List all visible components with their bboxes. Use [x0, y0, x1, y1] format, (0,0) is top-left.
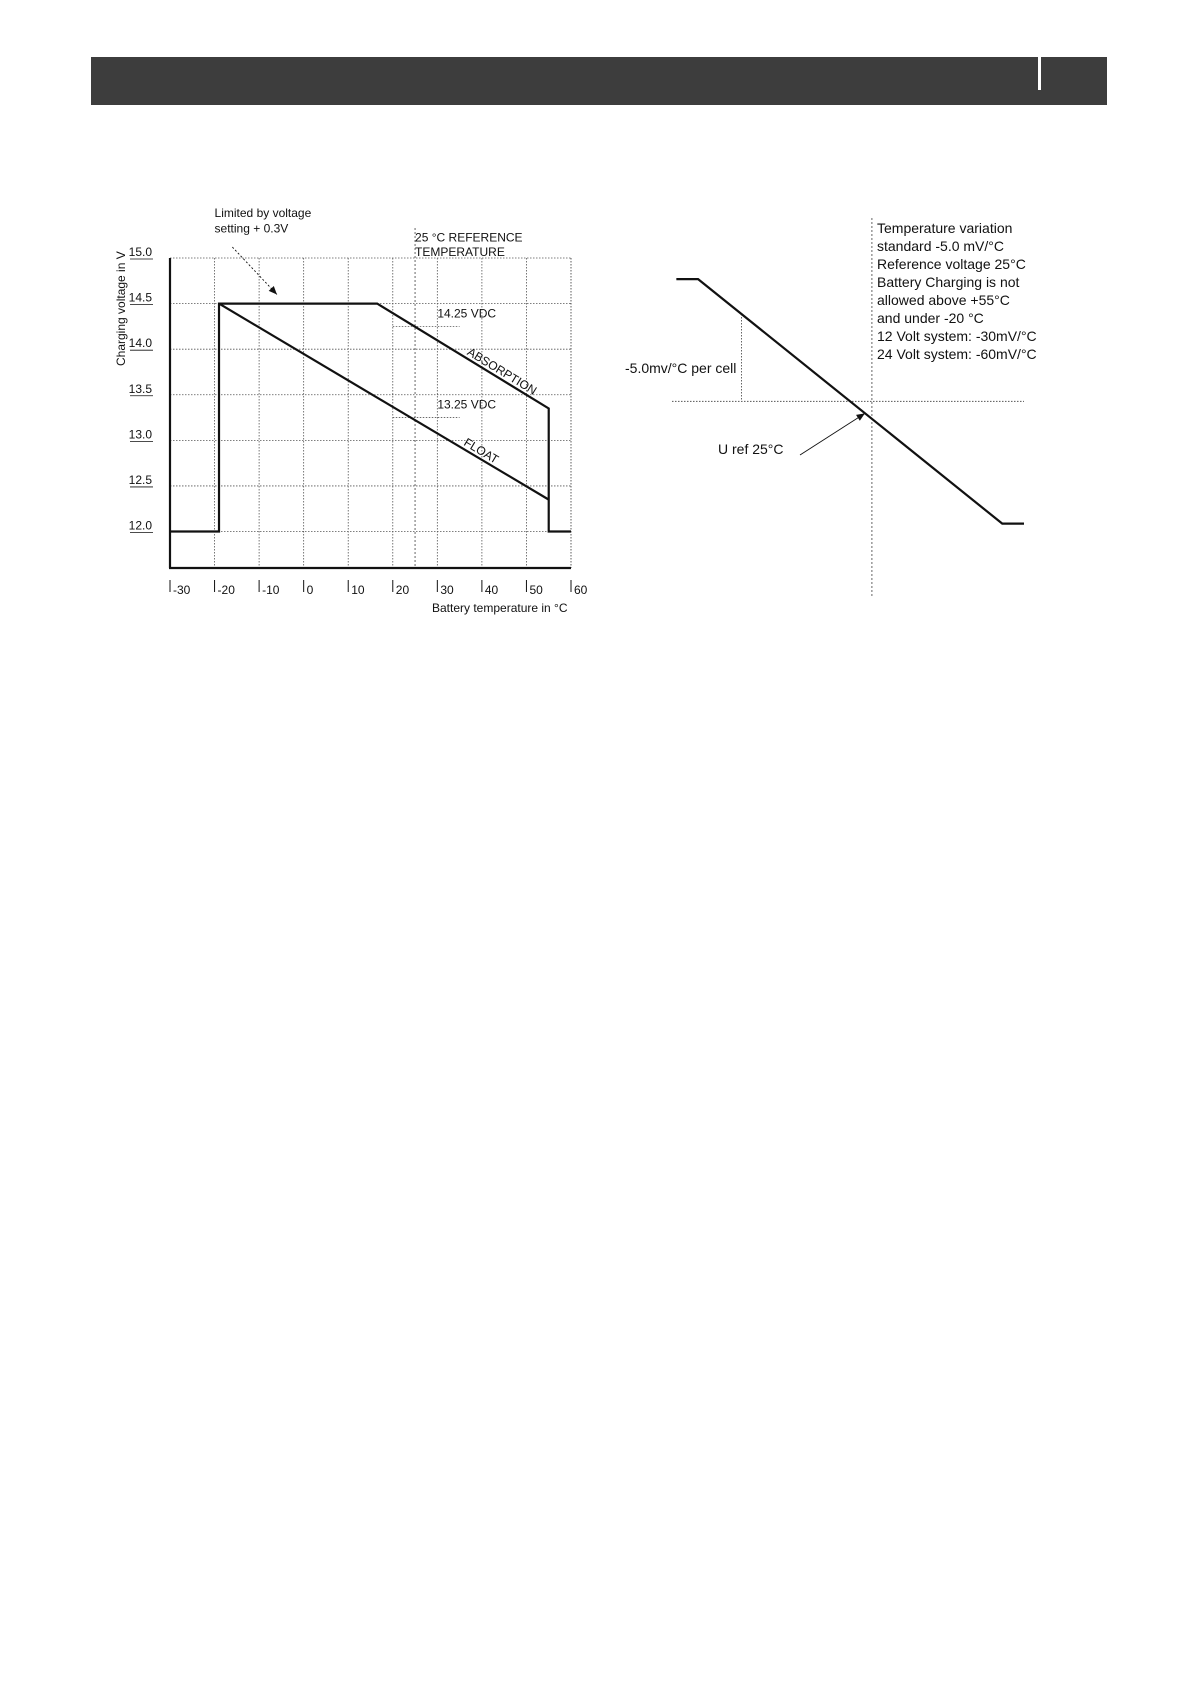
x-tick-label: 10: [351, 583, 365, 597]
y-tick-label: 12.5: [128, 472, 152, 487]
y-tick-label: 13.5: [128, 381, 152, 396]
slope-label: -5.0mv/°C per cell: [625, 360, 737, 376]
x-tick-label: 0: [306, 583, 314, 597]
series-label-absorption: ABSORPTION: [464, 344, 540, 398]
chart-annotation: 14.25 VDC: [437, 306, 497, 321]
y-axis-label: Charging voltage in V: [114, 251, 128, 366]
reference-label: U ref 25°C: [718, 441, 784, 457]
series-label-float: FLOAT: [461, 435, 502, 467]
x-tick-label: 20: [395, 583, 410, 597]
y-tick-label: 15.0: [128, 245, 152, 259]
x-tick-label: 40: [484, 583, 499, 597]
x-tick-label: -30: [173, 583, 191, 597]
note-line: Battery Charging is not: [877, 274, 1020, 290]
x-tick-label: 50: [529, 583, 543, 597]
x-tick-label: -20: [217, 583, 235, 597]
x-tick-label: 30: [440, 583, 454, 597]
x-axis-label: Battery temperature in °C: [432, 601, 568, 615]
note-line: standard -5.0 mV/°C: [877, 238, 1004, 254]
y-tick-label: 14.0: [128, 336, 152, 351]
note-line: allowed above +55°C: [877, 292, 1010, 308]
note-line: 24 Volt system: -60mV/°C: [877, 346, 1037, 362]
x-tick-label: -10: [262, 583, 280, 597]
annotation-arrow-head: [269, 286, 277, 294]
chart-annotation: 13.25 VDC: [437, 397, 497, 412]
annotation-arrow-shaft: [232, 247, 277, 294]
note-line: and under -20 °C: [877, 310, 984, 326]
chart-annotation: 25 °C REFERENCE: [415, 230, 523, 245]
series-line-absorption: [170, 304, 571, 532]
note-line: 12 Volt system: -30mV/°C: [877, 328, 1037, 344]
chart-annotation: setting + 0.3V: [214, 221, 289, 236]
chart-annotation: Limited by voltage: [214, 205, 312, 220]
note-line: Temperature variation: [877, 220, 1013, 236]
x-tick-label: 60: [574, 583, 588, 597]
chart-annotation: TEMPERATURE: [415, 245, 505, 260]
y-tick-label: 12.0: [128, 518, 152, 533]
y-tick-label: 13.0: [128, 427, 152, 442]
series-line-float: [219, 304, 549, 500]
y-tick-label: 14.5: [128, 290, 152, 305]
note-line: Reference voltage 25°C: [877, 256, 1026, 272]
